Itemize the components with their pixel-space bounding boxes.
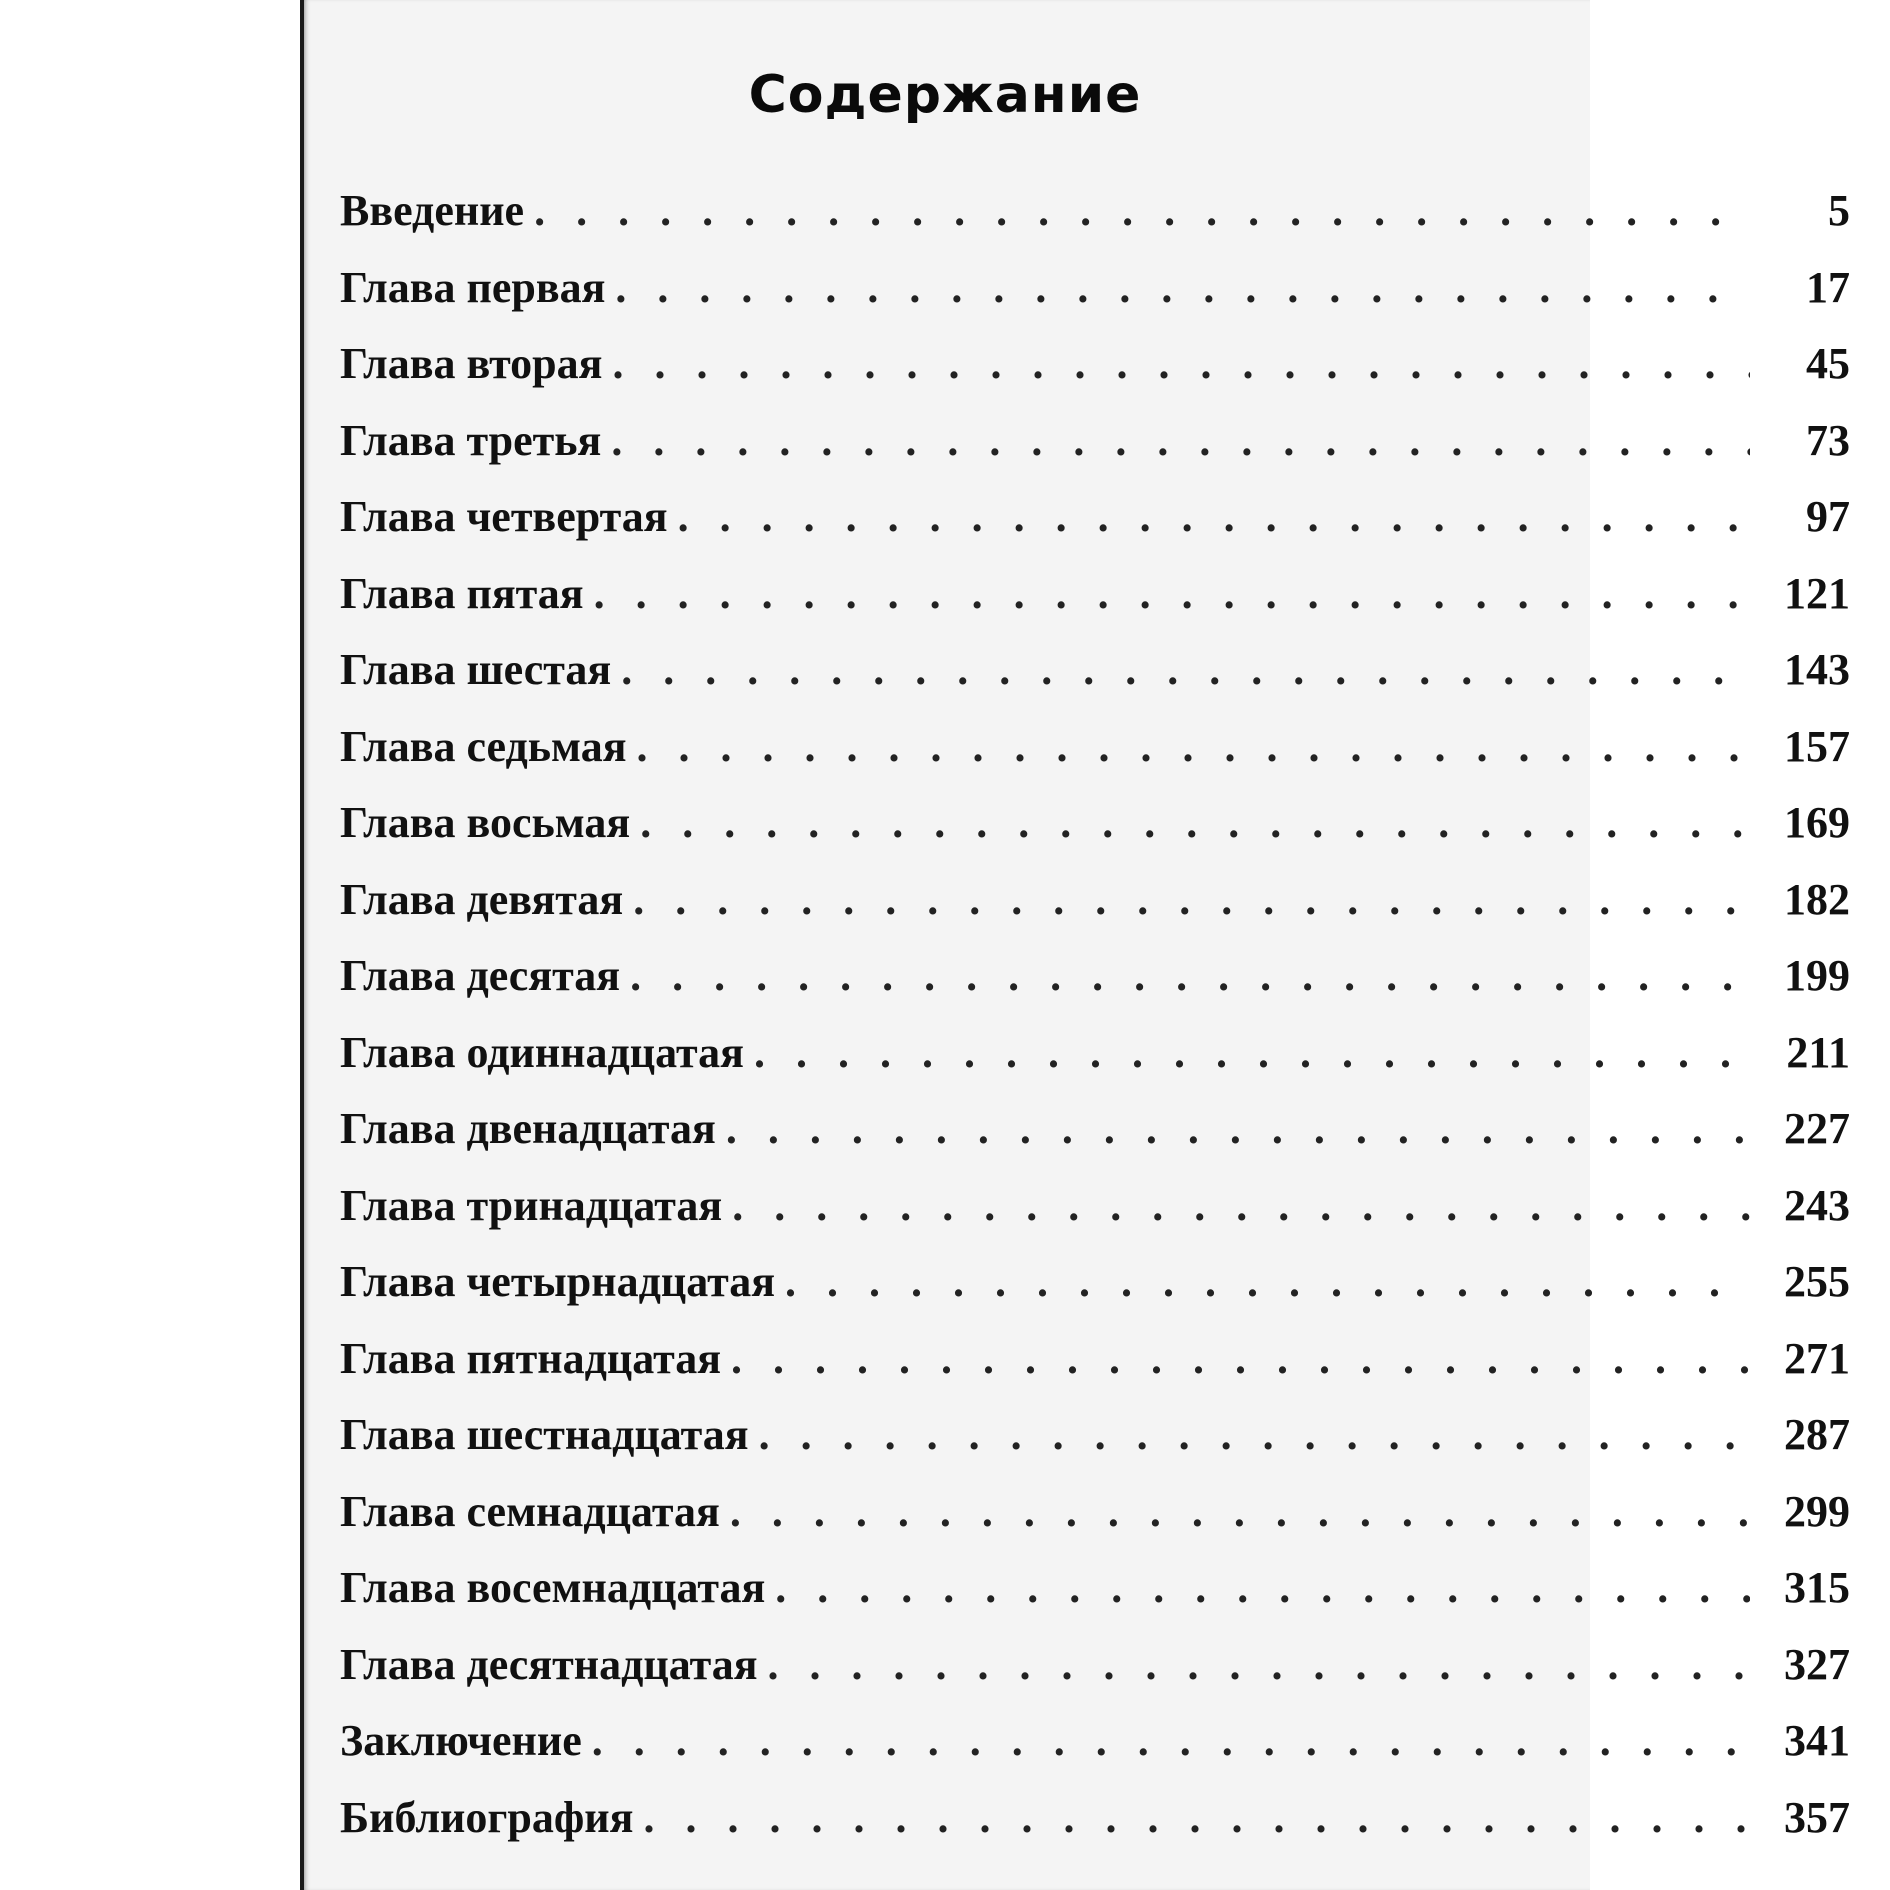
dot-leader (640, 797, 1750, 848)
dot-leader (594, 568, 1750, 619)
toc-entry-label: Глава седьмая (340, 721, 627, 771)
toc-entry[interactable] (340, 1792, 1850, 1869)
toc-entry-label: Глава семнадцатая (340, 1486, 720, 1536)
page-edge-shadow (300, 0, 304, 1890)
toc-entry-label: Глава десятнадцатая (340, 1639, 758, 1689)
toc-entry[interactable] (340, 338, 1850, 415)
toc-entry-label: Введение (340, 186, 525, 235)
toc-entry-label: Глава четвертая (340, 492, 668, 541)
toc-entry[interactable] (340, 1715, 1850, 1792)
toc-entry-page: 299 (1784, 1486, 1850, 1536)
toc-entry-page: 121 (1784, 568, 1850, 618)
toc-entry-page: 17 (1806, 262, 1850, 312)
dot-leader (643, 1792, 1750, 1843)
toc-entry-page: 243 (1784, 1180, 1850, 1230)
dot-leader (534, 185, 1750, 236)
toc-entry[interactable] (340, 950, 1850, 1027)
toc-entry-label: Глава четырнадцатая (340, 1257, 776, 1306)
book-page (300, 0, 1850, 1890)
toc-entry[interactable] (340, 1027, 1850, 1104)
toc-entry[interactable] (340, 644, 1850, 721)
toc-entry-page: 157 (1784, 721, 1850, 771)
dot-leader (630, 950, 1750, 1001)
toc-entry-label: Глава тринадцатая (340, 1180, 723, 1230)
toc-entry-label: Глава девятая (340, 874, 624, 924)
toc-entry-label: Глава десятая (340, 951, 621, 1000)
toc-entry[interactable] (340, 1639, 1850, 1716)
toc-entry-page: 327 (1784, 1639, 1850, 1689)
toc-entry[interactable] (340, 1103, 1850, 1180)
toc-entry-label: Глава восьмая (340, 798, 631, 847)
toc-entry-label: Глава вторая (340, 339, 603, 388)
toc-entry-page: 199 (1784, 951, 1850, 1000)
dot-leader (633, 874, 1750, 925)
toc-entry[interactable] (340, 1256, 1850, 1333)
toc-entry[interactable] (340, 874, 1850, 951)
dot-leader (754, 1027, 1750, 1078)
toc-entry-page: 287 (1784, 1410, 1850, 1459)
toc-entry[interactable] (340, 1562, 1850, 1639)
toc-entry-page: 211 (1786, 1027, 1850, 1077)
dot-leader (731, 1333, 1750, 1384)
toc-entry[interactable] (340, 185, 1850, 262)
page-title: Содержание (748, 64, 1142, 125)
toc-entry[interactable] (340, 415, 1850, 492)
toc-entry[interactable] (340, 262, 1850, 339)
toc-entry[interactable] (340, 491, 1850, 568)
toc-entry-label: Глава двенадцатая (340, 1104, 716, 1153)
toc-entry-page: 5 (1828, 186, 1850, 235)
dot-leader (615, 262, 1750, 313)
toc-entry[interactable] (340, 1486, 1850, 1563)
toc-entry-page: 45 (1806, 339, 1850, 388)
dot-leader (768, 1639, 1750, 1690)
toc-entry-page: 97 (1806, 492, 1850, 541)
toc-entry[interactable] (340, 797, 1850, 874)
toc-entry-label: Глава шестая (340, 645, 612, 694)
toc-entry-page: 227 (1784, 1104, 1850, 1153)
toc-entry-page: 357 (1784, 1792, 1850, 1842)
dot-leader (621, 644, 1750, 695)
dot-leader (726, 1103, 1750, 1154)
dot-leader (612, 338, 1750, 389)
toc-entry-page: 341 (1784, 1716, 1850, 1765)
dot-leader (611, 415, 1750, 466)
toc-entry-label: Заключение (340, 1716, 582, 1765)
toc-entry-page: 315 (1784, 1563, 1850, 1612)
dot-leader (775, 1562, 1750, 1613)
toc-entry-page: 169 (1784, 798, 1850, 847)
dot-leader (637, 721, 1751, 772)
toc-entry-page: 255 (1784, 1257, 1850, 1306)
toc-entry-label: Глава пятая (340, 568, 584, 618)
dot-leader (592, 1715, 1750, 1766)
toc-entry-label: Глава третья (340, 415, 602, 465)
toc-entry-page: 271 (1784, 1333, 1850, 1383)
toc-entry-label: Глава первая (340, 262, 606, 312)
toc-entry-page: 143 (1784, 645, 1850, 694)
toc-entry-label: Глава одиннадцатая (340, 1027, 744, 1077)
toc-entry[interactable] (340, 1409, 1850, 1486)
dot-leader (678, 491, 1750, 542)
dot-leader (785, 1256, 1750, 1307)
dot-leader (732, 1180, 1750, 1231)
toc-entry[interactable] (340, 721, 1850, 798)
toc-entry[interactable] (340, 568, 1850, 645)
toc-entry-label: Глава пятнадцатая (340, 1333, 722, 1383)
dot-leader (730, 1486, 1750, 1537)
toc-entry-label: Глава шестнадцатая (340, 1410, 749, 1459)
toc-entry-label: Глава восемнадцатая (340, 1563, 766, 1612)
toc-entry[interactable] (340, 1180, 1850, 1257)
toc-entry-page: 73 (1806, 415, 1850, 465)
toc-entry[interactable] (340, 1333, 1850, 1410)
toc-entry-page: 182 (1784, 874, 1850, 924)
toc-entry-label: Библиография (340, 1792, 634, 1842)
table-of-contents (340, 185, 1850, 1868)
dot-leader (759, 1409, 1750, 1460)
